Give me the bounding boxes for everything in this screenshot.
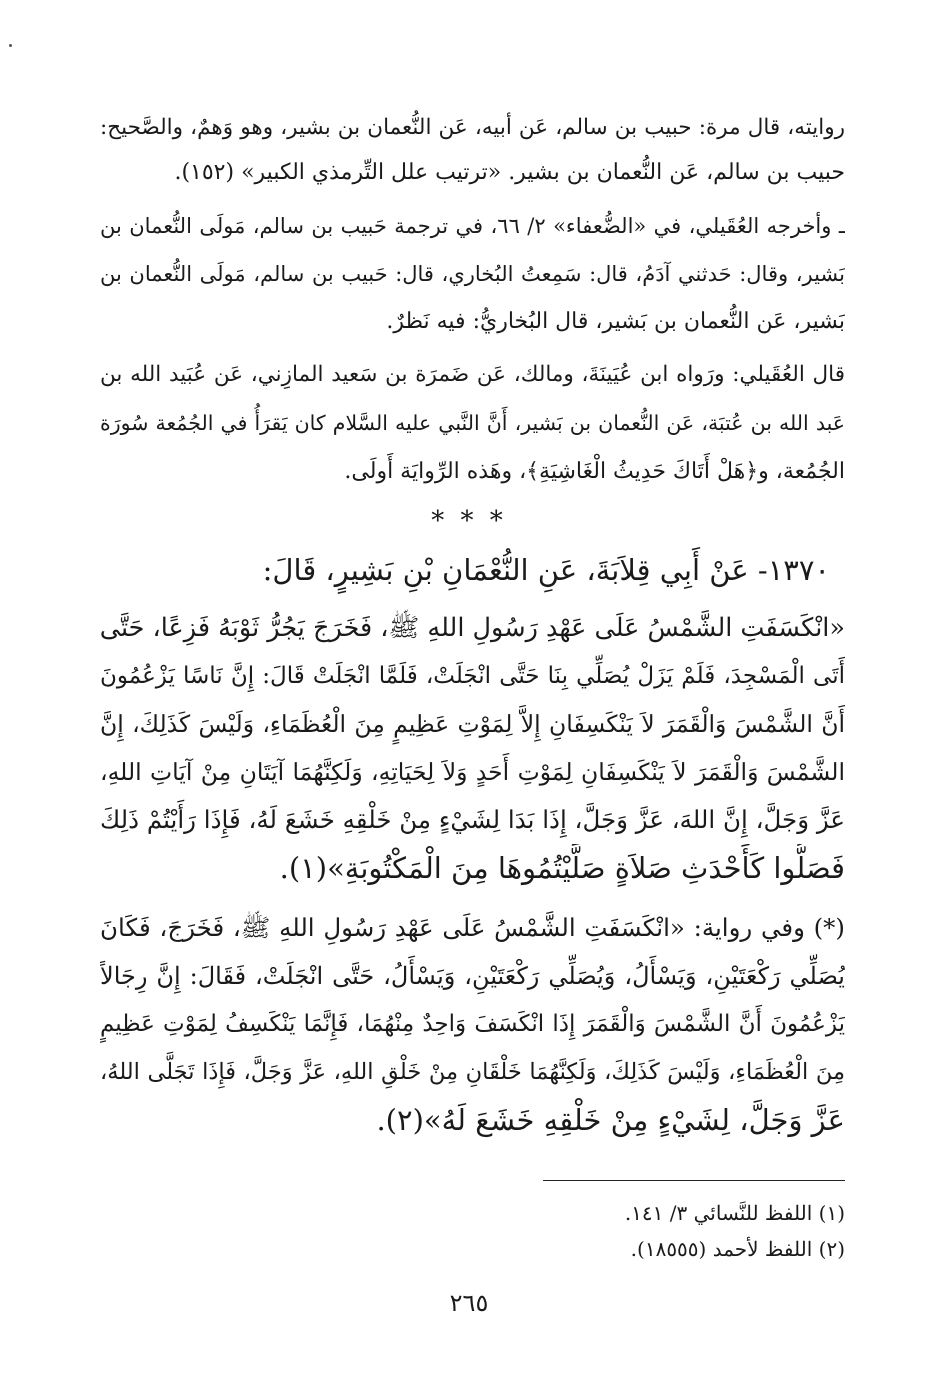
page-number: ٢٦٥: [449, 1289, 489, 1317]
uqayli-line-3: بَشير، عَن النُّعمان بن بَشير، قال البُخاريُّ: فيه نَظرٌ.: [386, 309, 845, 334]
footnote-divider: [543, 1180, 845, 1181]
hadith-line-2: أَتَى الْمَسْجِدَ، فَلَمْ يَزَلْ يُصَلِّي بِنَا حَتَّى انْجَلَتْ، فَلَمَّا انْجَلَتْ قَالَ: إِنَّ نَاسًا يَزْعُمُونَ: [100, 663, 845, 689]
uqayli-quote-line-1: قال العُقَيلي: ورَواه ابن عُيَينَةَ، ومالك، عَن ضَمرَة بن سَعيد المازِني، عَن عُبَيد الله بن: [100, 362, 845, 387]
hadith-line-4: الشَّمْسَ وَالْقَمَرَ لاَ يَنْكَسِفَانِ لِمَوْتِ أَحَدٍ وَلاَ لِحَيَاتِهِ، وَلَكِنَّهُمَا آيَتَانِ مِنْ آيَاتِ اللهِ،: [100, 758, 845, 786]
uqayli-quote-line-3: الجُمُعة، و﴿هَلْ أَتَاكَ حَدِيثُ الْغَاشِيَةِ﴾، وهَذه الرِّوايَة أَولَى.: [344, 459, 845, 484]
intro-line-2: حبيب بن سالم، عَن النُّعمان بن بشير. «ترتيب علل التِّرمذي الكبير» (١٥٢).: [174, 160, 845, 185]
riwaya-line-2: يُصَلِّي رَكْعَتَيْنِ، وَيَسْأَلُ، وَيُصَلِّي رَكْعَتَيْنِ، وَيَسْأَلُ، حَتَّى انْجَلَتْ، فَقَالَ: إِنَّ رِجَالاً: [100, 962, 845, 990]
hadith-line-5: عَزَّ وَجَلَّ، إِنَّ اللهَ، عَزَّ وَجَلَّ، إِذَا بَدَا لِشَيْءٍ مِنْ خَلْقِهِ خَشَعَ لَهُ، فَإِذَا رَأَيْتُمْ ذَلِكَ: [100, 805, 845, 834]
hadith-line-3: أَنَّ الشَّمْسَ وَالْقَمَرَ لاَ يَنْكَسِفَانِ إِلاَّ لِمَوْتِ عَظِيمٍ مِنَ الْعُظَمَاءِ، وَلَيْسَ كَذَلِكَ، إِنَّ: [100, 710, 845, 738]
uqayli-line-1: ـ وأخرجه العُقَيلي، في «الضُّعفاء» ٢/ ٦٦، في ترجمة حَبيب بن سالم، مَولَى النُّعمان بن: [100, 214, 845, 238]
riwaya-line-1: (*) وفي رواية: «انْكَسَفَتِ الشَّمْسُ عَلَى عَهْدِ رَسُولِ اللهِ ﷺ، فَخَرَجَ، فَكَانَ: [100, 913, 845, 942]
footnote-1: (١) اللفظ للنَّسائي ٣/ ١٤١.: [624, 1201, 845, 1225]
riwaya-line-3: يَزْعُمُونَ أَنَّ الشَّمْسَ وَالْقَمَرَ إِذَا انْكَسَفَ وَاحِدٌ مِنْهُمَا، فَإِنَّمَا يَنْكَسِفُ لِمَوْتِ عَظِيمٍ: [100, 1011, 845, 1037]
uqayli-quote-line-2: عَبد الله بن عُتبَة، عَن النُّعمان بن بَشير، أَنَّ النَّبي عليه السَّلام كان يَقرَأُ في الجُمُعة سُورَة: [100, 411, 845, 435]
section-separator: * * *: [431, 506, 507, 536]
footnote-2: (٢) اللفظ لأحمد (١٨٥٥٥).: [630, 1237, 845, 1261]
hadith-line-1: «انْكَسَفَتِ الشَّمْسُ عَلَى عَهْدِ رَسُولِ اللهِ ﷺ، فَخَرَجَ يَجُرُّ ثَوْبَهُ فَزِعًا، حَتَّى: [100, 613, 845, 643]
uqayli-line-2: بَشير، وقال: حَدثني آدَمُ، قال: سَمِعتُ البُخاري، قال: حَبيب بن سالم، مَولَى النُّعمان بن: [100, 262, 845, 286]
scan-speck: [9, 44, 12, 47]
riwaya-line-5: عَزَّ وَجَلَّ، لِشَيْءٍ مِنْ خَلْقِهِ خَشَعَ لَهُ»(٢).: [376, 1103, 845, 1137]
riwaya-line-4: مِنَ الْعُظَمَاءِ، وَلَيْسَ كَذَلِكَ، وَلَكِنَّهُمَا خَلْقَانِ مِنْ خَلْقِ اللهِ، عَزَّ وَجَلَّ، فَإِذَا تَجَلَّى اللهُ،: [100, 1059, 845, 1085]
hadith-line-6: فَصَلُّوا كَأَحْدَثِ صَلاَةٍ صَلَّيْتُمُوهَا مِنَ الْمَكْتُوبَةِ»(١).: [279, 851, 845, 885]
intro-line-1: روايته، قال مرة: حبيب بن سالم، عَن أبيه، عَن النُّعمان بن بشير، وهو وَهمٌ، والصَّحيح:: [100, 115, 845, 140]
hadith-heading: ١٣٧٠- عَنْ أَبِي قِلاَبَةَ، عَنِ النُّعْمَانِ بْنِ بَشِيرٍ، قَالَ:: [262, 553, 830, 587]
